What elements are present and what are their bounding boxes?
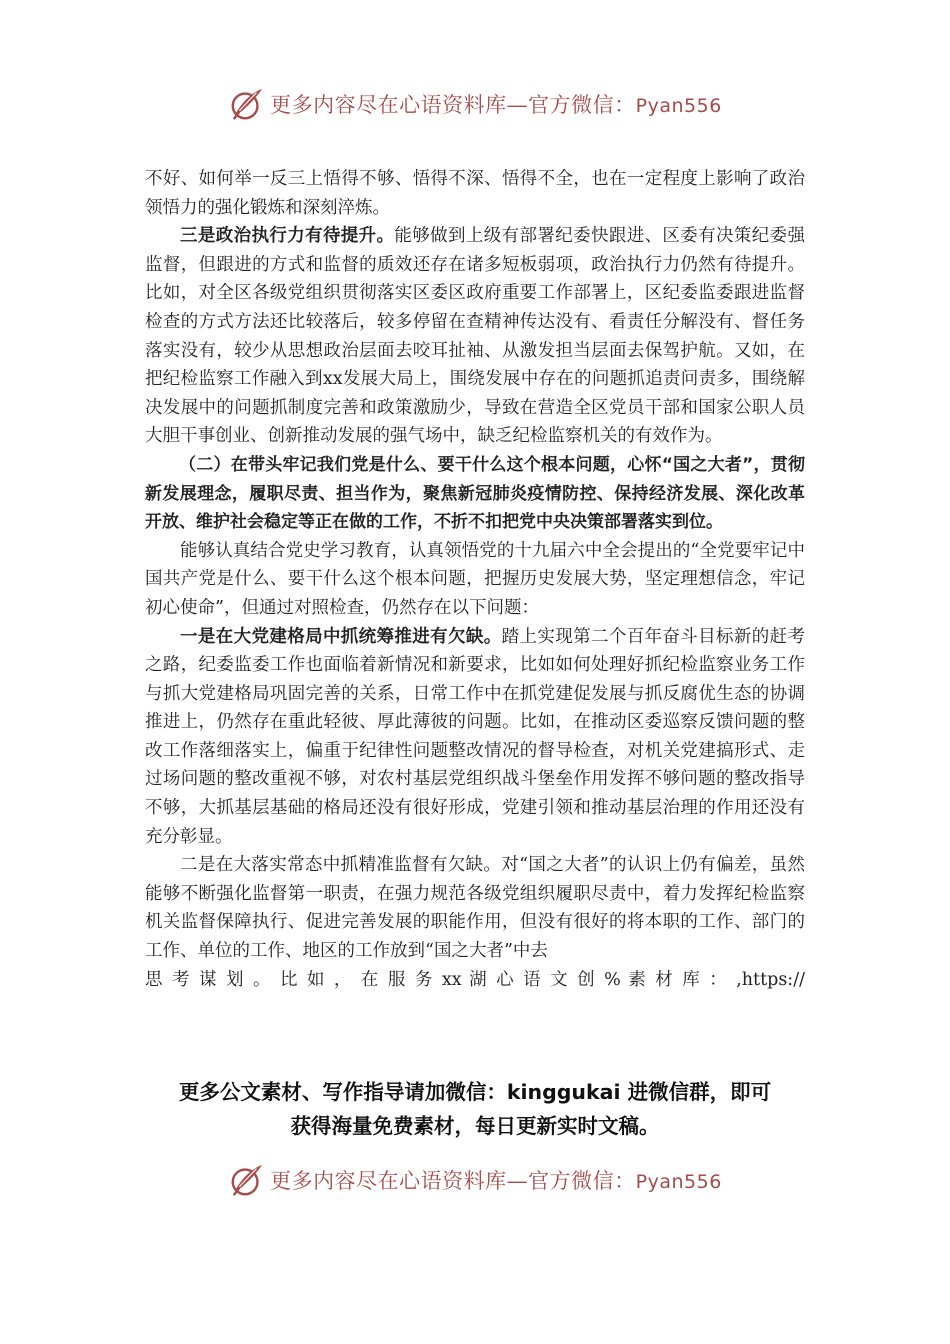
banner-title: 更多内容尽在心语资料库	[270, 1169, 507, 1193]
paragraph-4	[145, 623, 805, 852]
banner-wechat-id: Pyan556	[635, 1171, 722, 1193]
banner-wechat-label: 官方微信：	[528, 93, 636, 117]
header-banner	[0, 82, 950, 126]
banner-wechat-label: 官方微信：	[528, 1169, 636, 1193]
paragraph-3: 能够认真结合党史学习教育，认真领悟党的十九届六中全会提出的“全党要牢记中国共产党是什么、要干什么这个根本问题，把握历史发展大势，坚定理想信念，牢记初心使命”，但通过对照检查，仍然存在以下问题：	[145, 540, 805, 618]
banner-title: 更多内容尽在心语资料库	[270, 93, 507, 117]
banner-separator: —	[506, 93, 529, 117]
banner-wechat-id: Pyan556	[635, 95, 722, 117]
banner-text	[270, 89, 722, 119]
paragraph-1: 不好、如何举一反三上悟得不够、悟得不深、悟得不全，也在一定程度上影响了政治领悟力的强化锻炼和深刻淬炼。	[145, 169, 805, 218]
quill-logo-icon	[228, 1161, 266, 1199]
banner-text	[270, 1165, 722, 1195]
document-body	[145, 165, 805, 994]
paragraph-2-text: 能够做到上级有部署纪委快跟进、区委有决策纪委强监督，但跟进的方式和监督的质效还存在诸多短板弱项，政治执行力仍然有待提升。比如，对全区各级党组织贯彻落实区委区政府重要工作部署上，区纪委监委跟进监督检查的方式方法还比较落后，较多停留在查精神传达没有、看责任分解没有、督任务落实没有，较少从思想政治层面去咬耳扯袖、从激发担当层面去保驾护航。又如，在把纪检监察工作融入到xx发展大局上，围绕发展中存在的问题抓追责问责多，围绕解决发展中的问题抓制度完善和政策激励少，导致在营造全区党员干部和国家公职人员大胆干事创业、创新推动发展的强气场中，缺乏纪检监察机关的有效作为。	[145, 226, 806, 447]
paragraph-2-lead: 三是政治执行力有待提升。	[180, 226, 395, 247]
promo-line-1: 更多公文素材、写作指导请加微信：kinggukai 进微信群，即可	[178, 1080, 772, 1104]
banner-separator: —	[506, 1169, 529, 1193]
paragraph-5-last-line: 思 考 谋 划 。 比 如 ， 在 服 务 xx 湖 心 语 文 创 % 素 材 库 ： ,https://	[145, 969, 805, 990]
footer-banner	[0, 1158, 950, 1202]
quill-logo-icon	[228, 85, 266, 123]
paragraph-4-lead: 一是在大党建格局中抓统筹推进有欠缺。	[180, 626, 502, 647]
section-heading-2: （二）在带头牢记我们党是什么、要干什么这个根本问题，心怀“国之大者”，贯彻新发展理念，履职尽责、担当作为，聚焦新冠肺炎疫情防控、保持经济发展、深化改革开放、维护社会稳定等正在做的工作，不折不扣把党中央决策部署落实到位。	[145, 454, 805, 533]
promo-line-2: 获得海量免费素材，每日更新实时文稿。	[290, 1114, 660, 1138]
paragraph-2	[145, 222, 805, 451]
paragraph-5: 二是在大落实常态中抓精准监督有欠缺。对“国之大者”的认识上仍有偏差，虽然能够不断强化监督第一职责，在强力规范各级党组织履职尽责中，着力发挥纪检监察机关监督保障执行、促进完善发展的职能作用，但没有很好的将本职的工作、部门的工作、单位的工作、地区的工作放到“国之大者”中去	[145, 855, 805, 962]
promo-notice	[100, 1075, 850, 1143]
paragraph-4-text: 踏上实现第二个百年奋斗目标新的赶考之路，纪委监委工作也面临着新情况和新要求，比如如何处理好抓纪检监察业务工作与抓大党建格局巩固完善的关系，日常工作中在抓党建促发展与抓反腐优生态的协调推进上，仍然存在重此轻彼、厚此薄彼的问题。比如，在推动区委巡察反馈问题的整改工作落细落实上，偏重于纪律性问题整改情况的督导检查，对机关党建搞形式、走过场问题的整改重视不够，对农村基层党组织战斗堡垒作用发挥不够问题的整改指导不够，大抓基层基础的格局还没有很好形成，党建引领和推动基层治理的作用还没有充分彰显。	[145, 626, 806, 847]
